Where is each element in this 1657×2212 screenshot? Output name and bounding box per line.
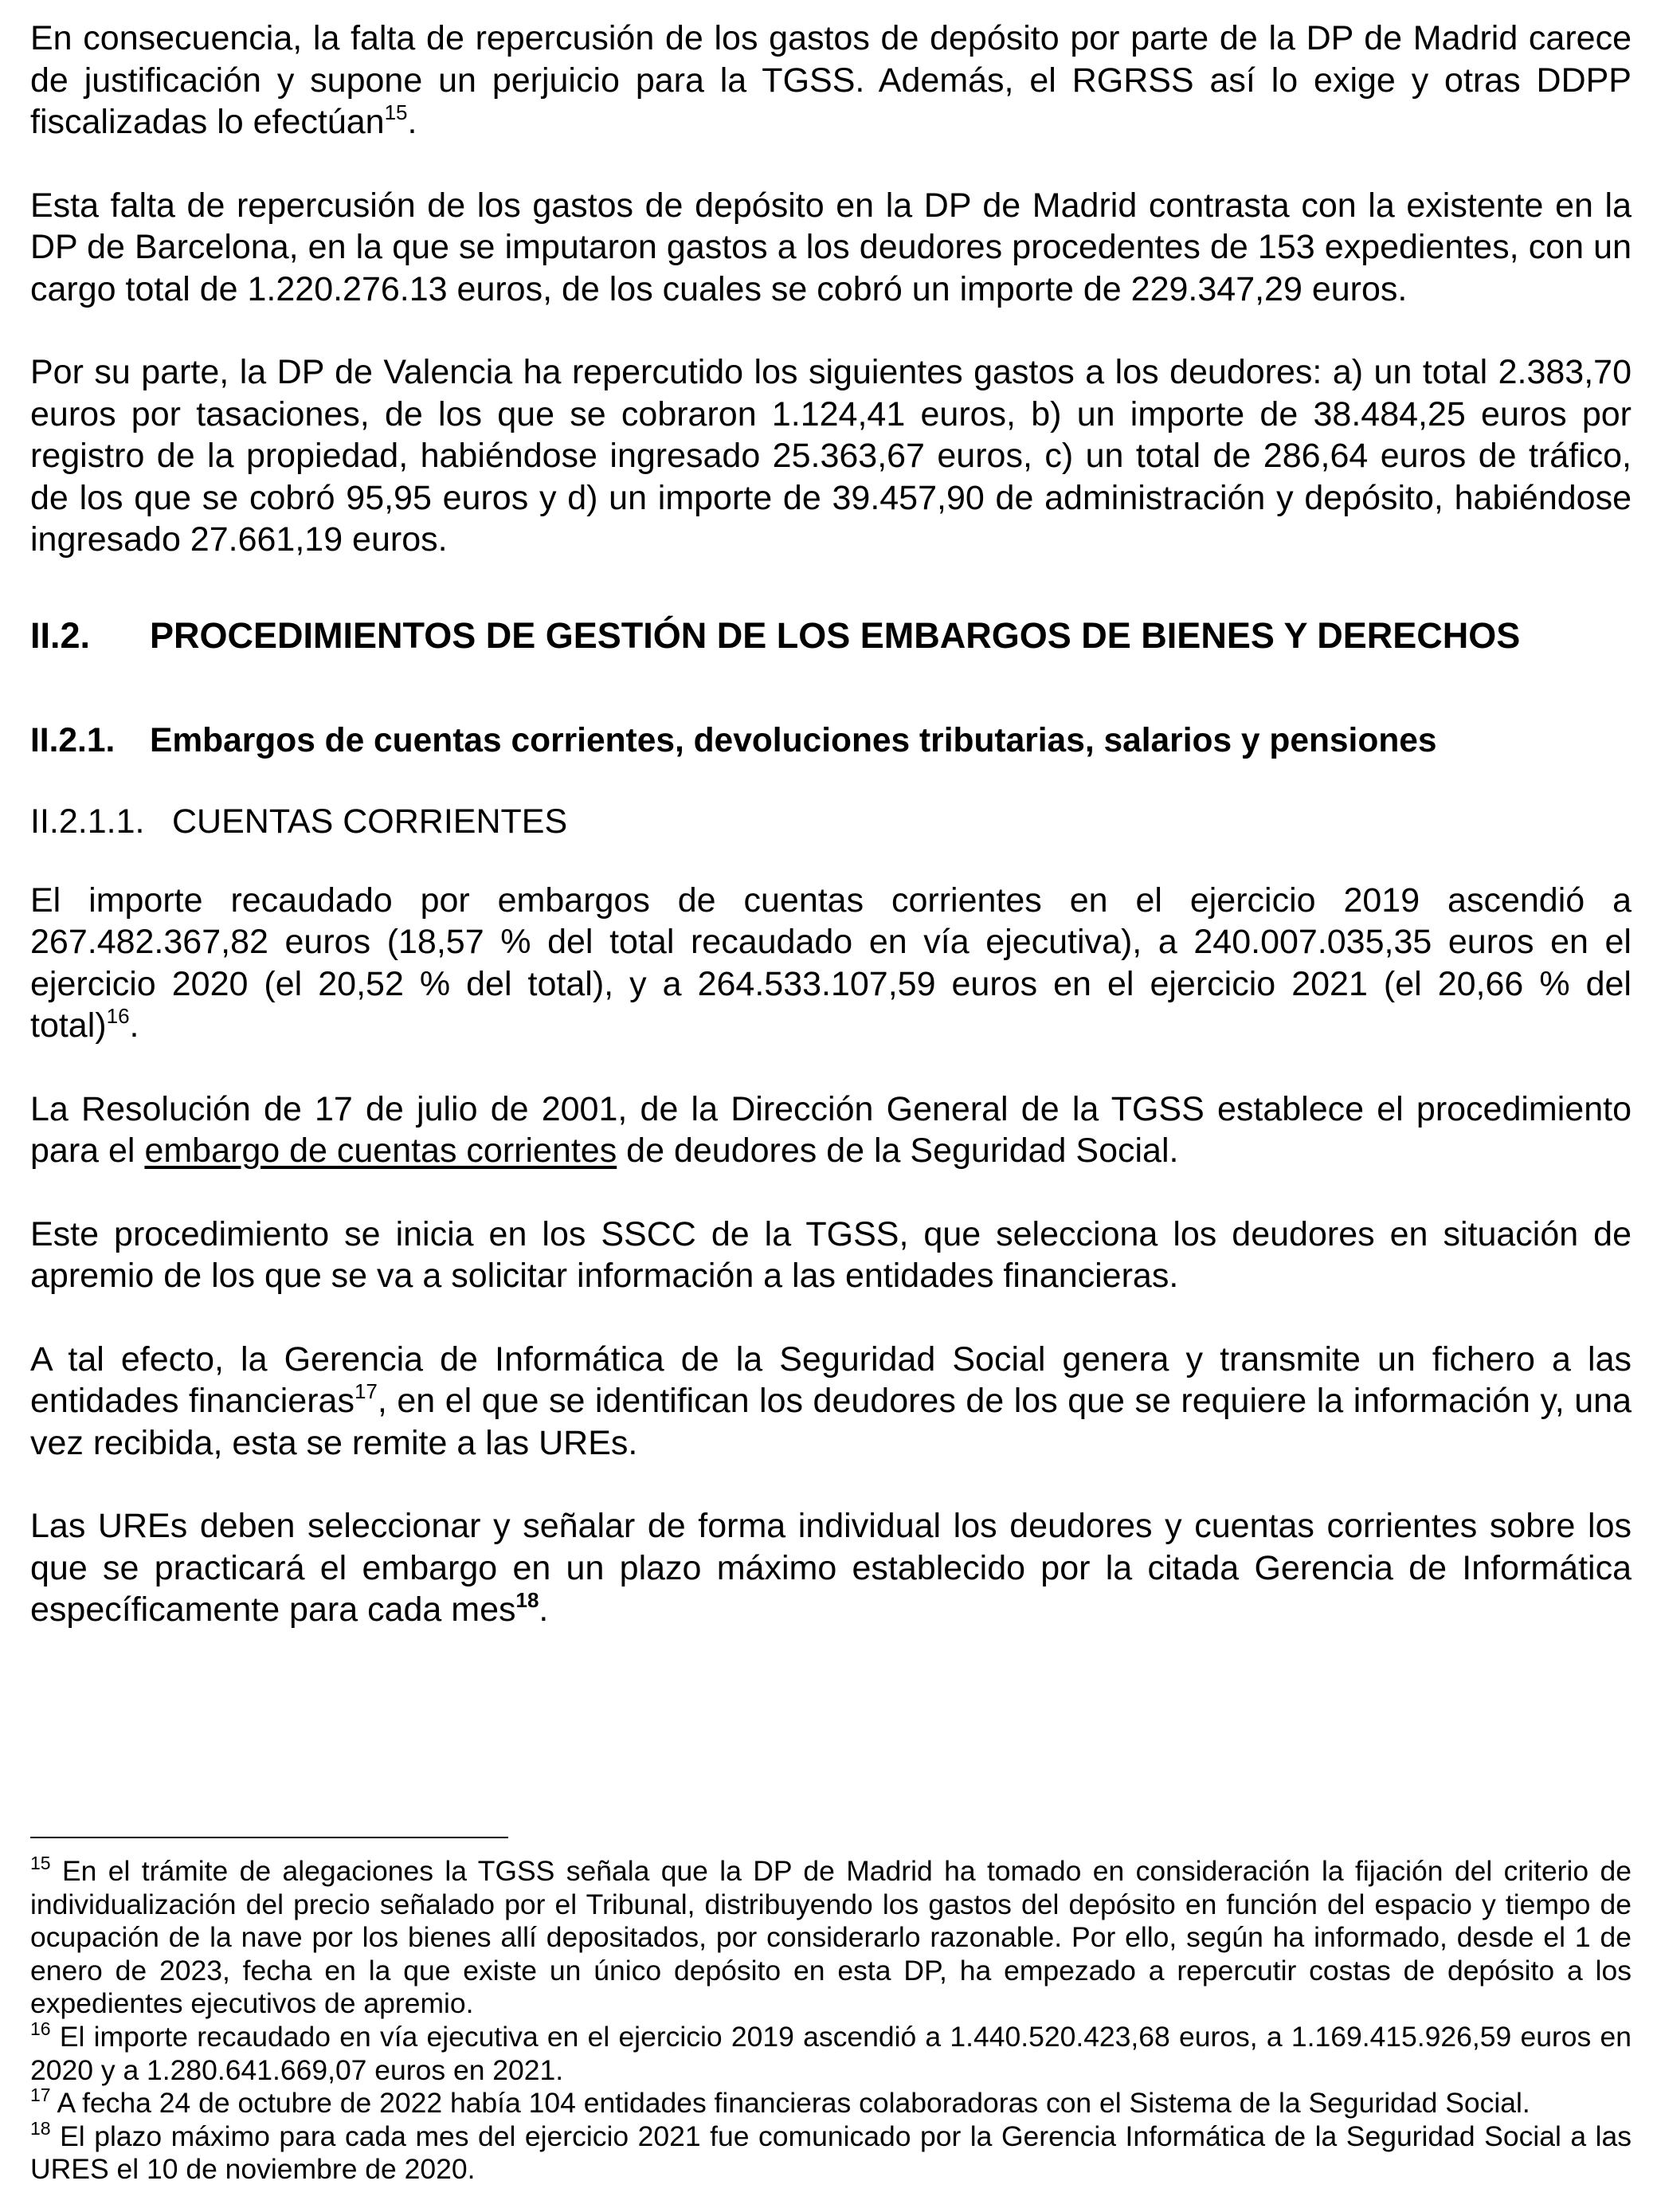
- footnote-number: 18: [30, 2117, 51, 2139]
- document-body: [30, 18, 1632, 1631]
- paragraph: Este procedimiento se inicia en los SSCC de la TGSS, que selecciona los deudores en situación de apremio de los que se va a solicitar información a las entidades financieras.: [30, 1214, 1632, 1295]
- footnote-separator: [30, 1837, 508, 1838]
- footnote: $^{15}$ En el trámite de alegaciones la TGSS señala que la DP de Madrid ha tomado en consideración la fijación del criterio de individualización del precio señalado por el Tribunal, distribuyendo los gastos del depósito en función del espacio y tiempo de ocupación de la nave por los bienes allí depositados, por considerarlo razonable. Por ello, según ha informado, desde el 1 de enero de 2023, fecha en la que existe un único depósito en esta DP, ha empezado a repercutir costas de depósito a los expedientes ejecutivos de apremio.: [30, 1853, 1632, 2020]
- footnote-ref[interactable]: 18: [515, 1588, 539, 1612]
- subsection-title: Embargos de cuentas corrientes, devoluciones tributarias, salarios y pensiones: [150, 721, 1437, 759]
- subsection-heading: [30, 720, 1632, 763]
- paragraph: La Resolución de 17 de julio de 2001, de la Dirección General de la TGSS establece el procedimiento para el embargo de cuentas corrientes de deudores de la Seguridad Social.: [30, 1089, 1632, 1170]
- paragraph: El importe recaudado por embargos de cuentas corrientes en el ejercicio 2019 ascendió a 267.482.367,82 euros (18,57 % del total recaudado en vía ejecutiva), a 240.007.035,35 euros en el ejercicio 2020 (el 20,52 % del total), y a 264.533.107,59 euros en el ejercicio 2021 (el 20,66 % del total)$^{16}$.: [30, 880, 1632, 1045]
- subsubsection-heading: [30, 800, 1632, 843]
- subsection-number: II.2.1.: [30, 721, 116, 759]
- footnote-number: 17: [30, 2085, 51, 2106]
- footnote-ref[interactable]: 17: [354, 1379, 378, 1403]
- paragraph: En consecuencia, la falta de repercusión de los gastos de depósito por parte de la DP de Madrid carece de justificación y supone un perjuicio para la TGSS. Además, el RGRSS así lo exige y otras DDPP fiscalizadas lo efectúan$^{15}$.: [30, 19, 1632, 141]
- footnote: $^{17}$ A fecha 24 de octubre de 2022 había 104 entidades financieras colaboradoras con el Sistema de la Seguridad Social.: [30, 2085, 1530, 2120]
- subsubsection-number: II.2.1.1.: [30, 802, 145, 841]
- paragraph: Por su parte, la DP de Valencia ha repercutido los siguientes gastos a los deudores: a) un total 2.383,70 euros por tasaciones, de los que se cobraron 1.124,41 euros, b) un importe de 38.484,25 euros por registro de la propiedad, habiéndose ingresado 25.363,67 euros, c) un total de 286,64 euros de tráfico, de los que se cobró 95,95 euros y d) un importe de 39.457,90 de administración y depósito, habiéndose ingresado 27.661,19 euros.: [30, 353, 1632, 559]
- section-title: PROCEDIMIENTOS DE GESTIÓN DE LOS EMBARGOS DE BIENES Y DERECHOS: [150, 614, 1521, 656]
- section-heading: [30, 614, 1632, 658]
- paragraph: Esta falta de repercusión de los gastos de depósito en la DP de Madrid contrasta con la existente en la DP de Barcelona, en la que se imputaron gastos a los deudores procedentes de 153 expedientes, con un cargo total de 1.220.276.13 euros, de los cuales se cobró un importe de 229.347,29 euros.: [30, 186, 1632, 308]
- footnote-ref[interactable]: 16: [106, 1004, 130, 1028]
- footnote: $^{16}$ El importe recaudado en vía ejecutiva en el ejercicio 2019 ascendió a 1.440.520.423,68 euros, a 1.169.415.926,59 euros en 2020 y a 1.280.641.669,07 euros en 2021.: [30, 2018, 1632, 2086]
- section-number: II.2.: [30, 614, 91, 656]
- subsubsection-title: CUENTAS CORRIENTES: [172, 802, 568, 841]
- footnote: $^{18}$ El plazo máximo para cada mes del ejercicio 2021 fue comunicado por la Gerencia Informática de la Seguridad Social a las URES el 10 de noviembre de 2020.: [30, 2117, 1632, 2186]
- paragraph: A tal efecto, la Gerencia de Informática de la Seguridad Social genera y transmite un fichero a las entidades financieras$^{17}$, en el que se identifican los deudores de los que se requiere la información y, una vez recibida, esta se remite a las UREs.: [30, 1339, 1632, 1462]
- footnotes: [30, 1855, 1632, 2187]
- footnote-ref[interactable]: 15: [384, 100, 408, 124]
- footnote-number: 15: [30, 1853, 51, 1873]
- paragraph: Las UREs deben seleccionar y señalar de forma individual los deudores y cuentas corrientes sobre los que se practicará el embargo en un plazo máximo establecido por la citada Gerencia de Informática específicamente para cada mes$^{18}$.: [30, 1507, 1632, 1629]
- footnote-number: 16: [30, 2018, 51, 2039]
- underlined-term: embargo de cuentas corrientes: [144, 1131, 617, 1170]
